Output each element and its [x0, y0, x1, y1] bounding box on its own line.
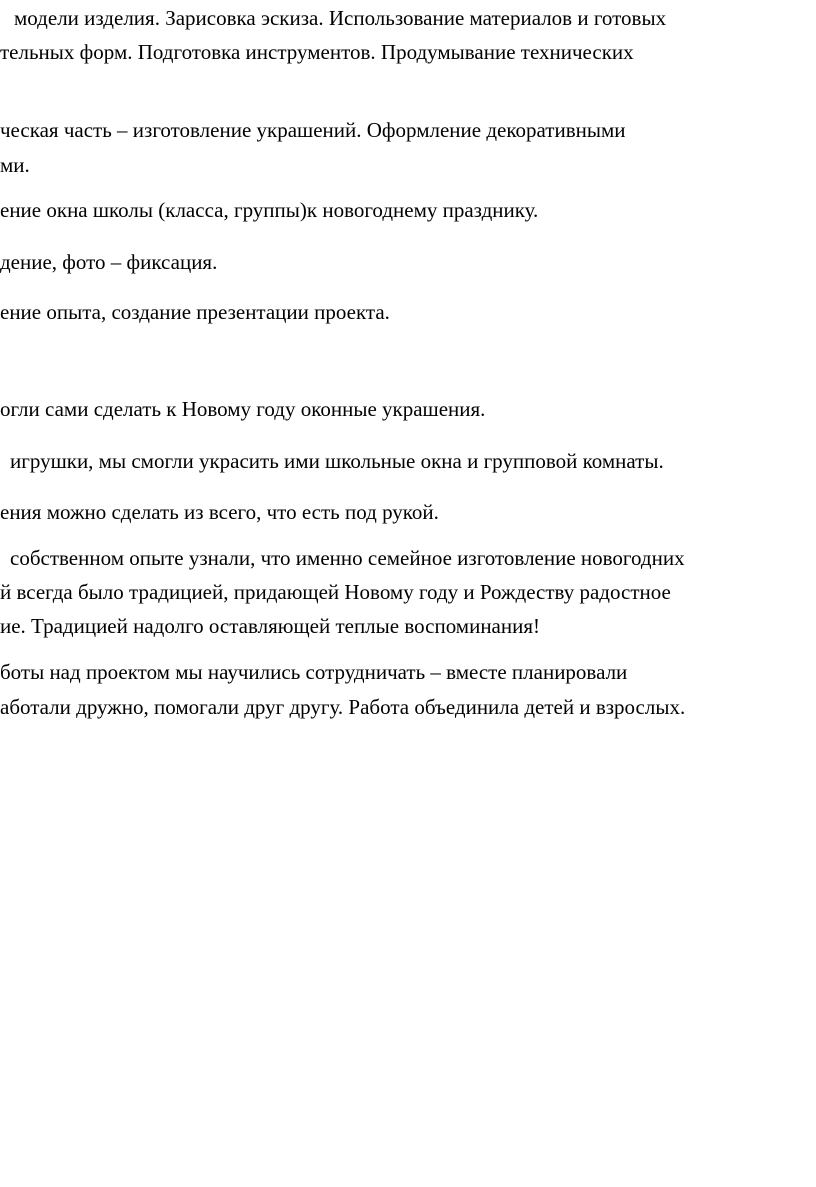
text-line: ение окна школы (класса, группы)к новогоднему празднику. [0, 198, 539, 222]
text-line: ения можно сделать из всего, что есть под рукой. [0, 500, 439, 524]
text-line: собственном опыте узнали, что именно семейное изготовление новогодних [10, 546, 685, 570]
text-line: аботали дружно, помогали друг другу. Работа объединила детей и взрослых. [0, 695, 686, 719]
text-line: боты над проектом мы научились сотрудничать – вместе планировали [0, 660, 628, 684]
text-line: ение опыта, создание презентации проекта. [0, 300, 390, 324]
text-line: огли сами сделать к Новому году оконные украшения. [0, 397, 486, 421]
text-line: модели изделия. Зарисовка эскиза. Использование материалов и готовых [14, 6, 667, 30]
text-line: ческая часть – изготовление украшений. Оформление декоративными [0, 118, 626, 142]
text-line: ие. Традицией надолго оставляющей теплые воспоминания! [0, 614, 541, 638]
text-line: дение, фото – фиксация. [0, 250, 218, 274]
text-line: ми. [0, 153, 30, 177]
text-line: тельных форм. Подготовка инструментов. Продумывание технических [0, 40, 634, 64]
text-line: й всегда было традицией, придающей Новому году и Рождеству радостное [0, 580, 671, 604]
text-line: игрушки, мы смогли украсить ими школьные окна и групповой комнаты. [10, 449, 664, 473]
